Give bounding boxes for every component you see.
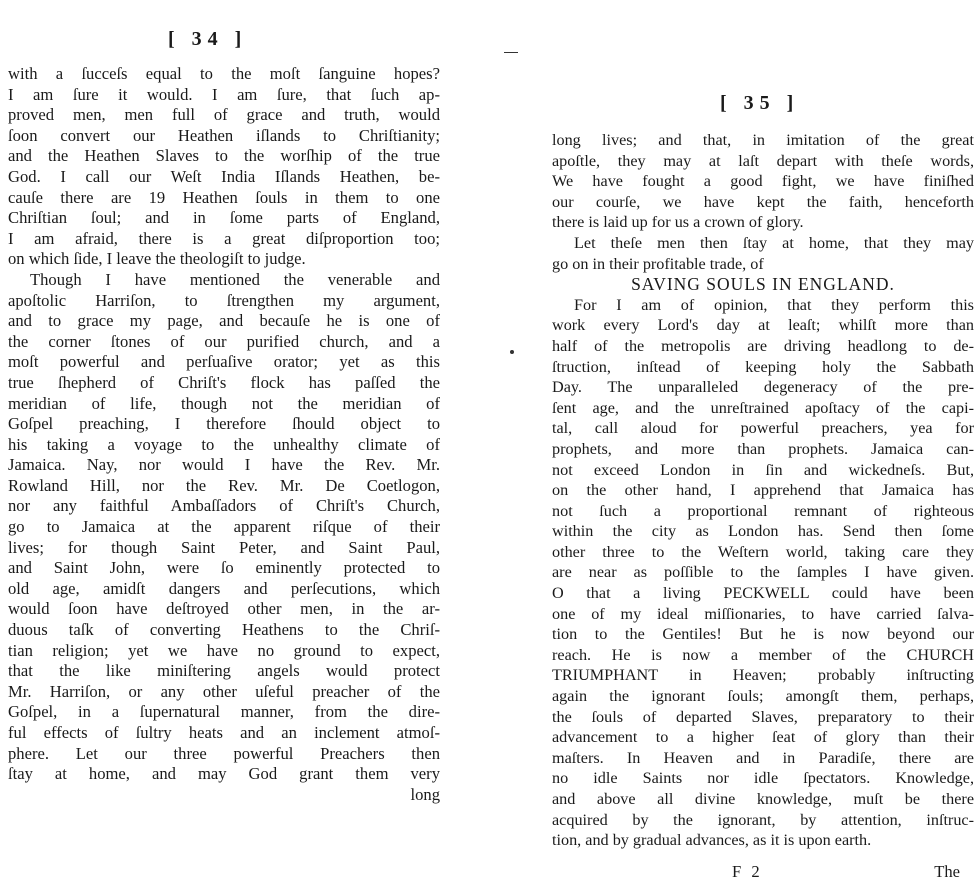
catchword: The: [934, 862, 960, 881]
page-number-left: [ 34 ]: [168, 28, 248, 50]
page-number-right: [ 35 ]: [720, 92, 800, 114]
text-line: Day. The unparalleled degeneracy of the pre-: [552, 378, 974, 397]
text-line: Let theſe men then ſtay at home, that they may: [574, 233, 974, 252]
text-line: Though I have mentioned the venerable and: [30, 269, 440, 289]
text-line: TRIUMPHANT in Heaven; probably inſtructing: [552, 666, 974, 685]
text-line: ful effects of ſultry heats and an inclement atmoſ-: [8, 723, 440, 742]
text-line: apoſtolic Harriſon, to ſtrengthen my argument,: [8, 290, 440, 310]
ink-speck: [504, 52, 518, 53]
text-line: go to Jamaica at the apparent riſque of their: [8, 517, 440, 537]
text-line: prophets, and more than prophets. Jamaica can-: [552, 439, 974, 458]
text-line: God. I call our Weſt India Iſlands Heathen, be-: [8, 166, 440, 186]
text-line: maſters. In Heaven and in Paradiſe, there are: [552, 748, 974, 767]
text-line: apoſtle, they may at laſt depart with theſe words,: [552, 151, 974, 170]
text-line: not exceed London in ſin and wickedneſs. But,: [552, 460, 974, 479]
text-line: Mr. Harriſon, or any other uſeful preacher of the: [8, 681, 440, 701]
text-line: the ſouls of departed Slaves, preparatory to their: [552, 707, 974, 726]
text-line: and above all divine knowledge, muſt be there: [552, 790, 974, 808]
text-line: duous taſk of converting Heathens to the Chriſ-: [8, 620, 440, 640]
text-line: Goſpel preaching, I therefore ſhould object to: [8, 414, 440, 434]
text-line: Goſpel, in a ſupernatural manner, from the dire-: [8, 702, 440, 722]
text-line: go on in their profitable trade, of: [552, 254, 764, 273]
text-line: nor any faithful Ambaſſadors of Chriſt's Church,: [8, 496, 440, 516]
text-line: that the like miniſtering angels would protect: [8, 661, 440, 681]
text-line: tian religion; yet we have no ground to expect,: [8, 640, 440, 660]
gutter: [470, 0, 540, 884]
text-line: other three to the Weſtern world, taking care they: [552, 542, 974, 561]
left-page: [0, 0, 450, 884]
text-line: advancement to a higher ſeat of glory than their: [552, 728, 974, 747]
right-page: [548, 0, 980, 884]
text-line: lives; for though Saint Peter, and Saint Paul,: [8, 537, 440, 557]
text-line: tal, call aloud for powerful preachers, yea for: [552, 419, 974, 438]
text-line: true ſhepherd of Chriſt's flock has paſſed the: [8, 372, 440, 392]
text-line: are near as poſſible to the ſamples I have given.: [552, 563, 974, 582]
text-line: half of the metropolis are driving headlong to de-: [552, 336, 974, 355]
text-line: tion, and by gradual advances, as it is upon earth.: [552, 831, 872, 850]
text-line: For I am of opinion, that they perform this: [574, 295, 974, 314]
text-line: moſt powerful and perſuaſive orator; yet as this: [8, 352, 440, 372]
text-line: within the city as London has. Send then ſome: [552, 522, 974, 541]
text-line: acquired by the ignorant, by attention, inſtruc-: [552, 810, 974, 829]
ink-speck: [510, 350, 514, 354]
text-line: again the ignorant ſouls; amongſt them, perhaps,: [552, 687, 974, 706]
text-line: his taking a voyage to the unhealthy climate of: [8, 434, 440, 454]
text-line: on which ſide, I leave the theologiſt to judge.: [8, 249, 306, 269]
text-line: not ſuch a proportional remnant of righteous: [552, 501, 974, 520]
text-line: with a ſucceſs equal to the moſt ſanguine hopes?: [8, 64, 440, 83]
text-line: there is laid up for us a crown of glory.: [552, 213, 804, 232]
text-line: our courſe, we have kept the faith, henceforth: [552, 192, 974, 211]
text-line: no idle Saints nor idle ſpectators. Knowledge,: [552, 769, 974, 788]
left-page-text: [8, 64, 440, 805]
text-line: old age, amidſt dangers and perſecutions, which: [8, 578, 440, 598]
text-line: and the Heathen Slaves to the worſhip of the true: [8, 146, 440, 166]
text-line: Chriſtian ſoul; and in ſome parts of England,: [8, 208, 440, 228]
text-line: and Saint John, were ſo eminently protected to: [8, 558, 440, 578]
text-line: work every Lord's day at leaſt; whilſt more than: [552, 316, 974, 335]
text-line: would ſoon have deſtroyed other men, in the ar-: [8, 599, 440, 619]
text-line: proved men, men full of grace and truth, would: [8, 105, 440, 125]
text-line: meridian of life, though not the meridian of: [8, 393, 440, 413]
text-line: Jamaica. Nay, nor would I have the Rev. Mr.: [8, 455, 440, 475]
text-line: the corner ſtones of our purified church, and a: [8, 331, 440, 351]
text-line: ſoon convert our Heathen iſlands to Chriſtianity;: [8, 125, 440, 145]
text-line: phere. Let our three powerful Preachers then: [8, 743, 440, 763]
text-line: I am ſure it would. I am ſure, that ſuch ap-: [8, 84, 440, 104]
text-line: SAVING SOULS IN ENGLAND.: [631, 274, 895, 295]
text-line: ſent age, and the unreſtrained apoſtacy of the capi-: [552, 398, 974, 417]
text-line: one of my ideal miſſionaries, to have carried ſalva-: [552, 604, 974, 623]
text-line: reach. He is now a member of the CHURCH: [552, 645, 974, 664]
text-line: We have fought a good fight, we have finiſhed: [552, 172, 974, 191]
text-line: long: [410, 784, 440, 804]
signature-mark: F 2: [732, 862, 763, 881]
text-line: tion to the Gentiles! But he is now beyond our: [552, 625, 974, 644]
text-line: cauſe there are 19 Heathen ſouls in them to one: [8, 187, 440, 207]
text-line: O that a living PECKWELL could have been: [552, 584, 974, 603]
text-line: Rowland Hill, nor the Rev. Mr. De Coetlogon,: [8, 475, 440, 495]
text-line: long lives; and that, in imitation of the great: [552, 131, 974, 149]
text-line: ſtay at home, and may God grant them very: [8, 764, 440, 784]
text-line: and to grace my page, and becauſe he is one of: [8, 311, 440, 331]
text-line: on the other hand, I apprehend that Jamaica has: [552, 481, 974, 500]
right-page-text: [552, 130, 974, 851]
text-line: ſtruction, inſtead of keeping holy the Sabbath: [552, 357, 974, 376]
text-line: I am afraid, there is a great diſproportion too;: [8, 228, 440, 248]
